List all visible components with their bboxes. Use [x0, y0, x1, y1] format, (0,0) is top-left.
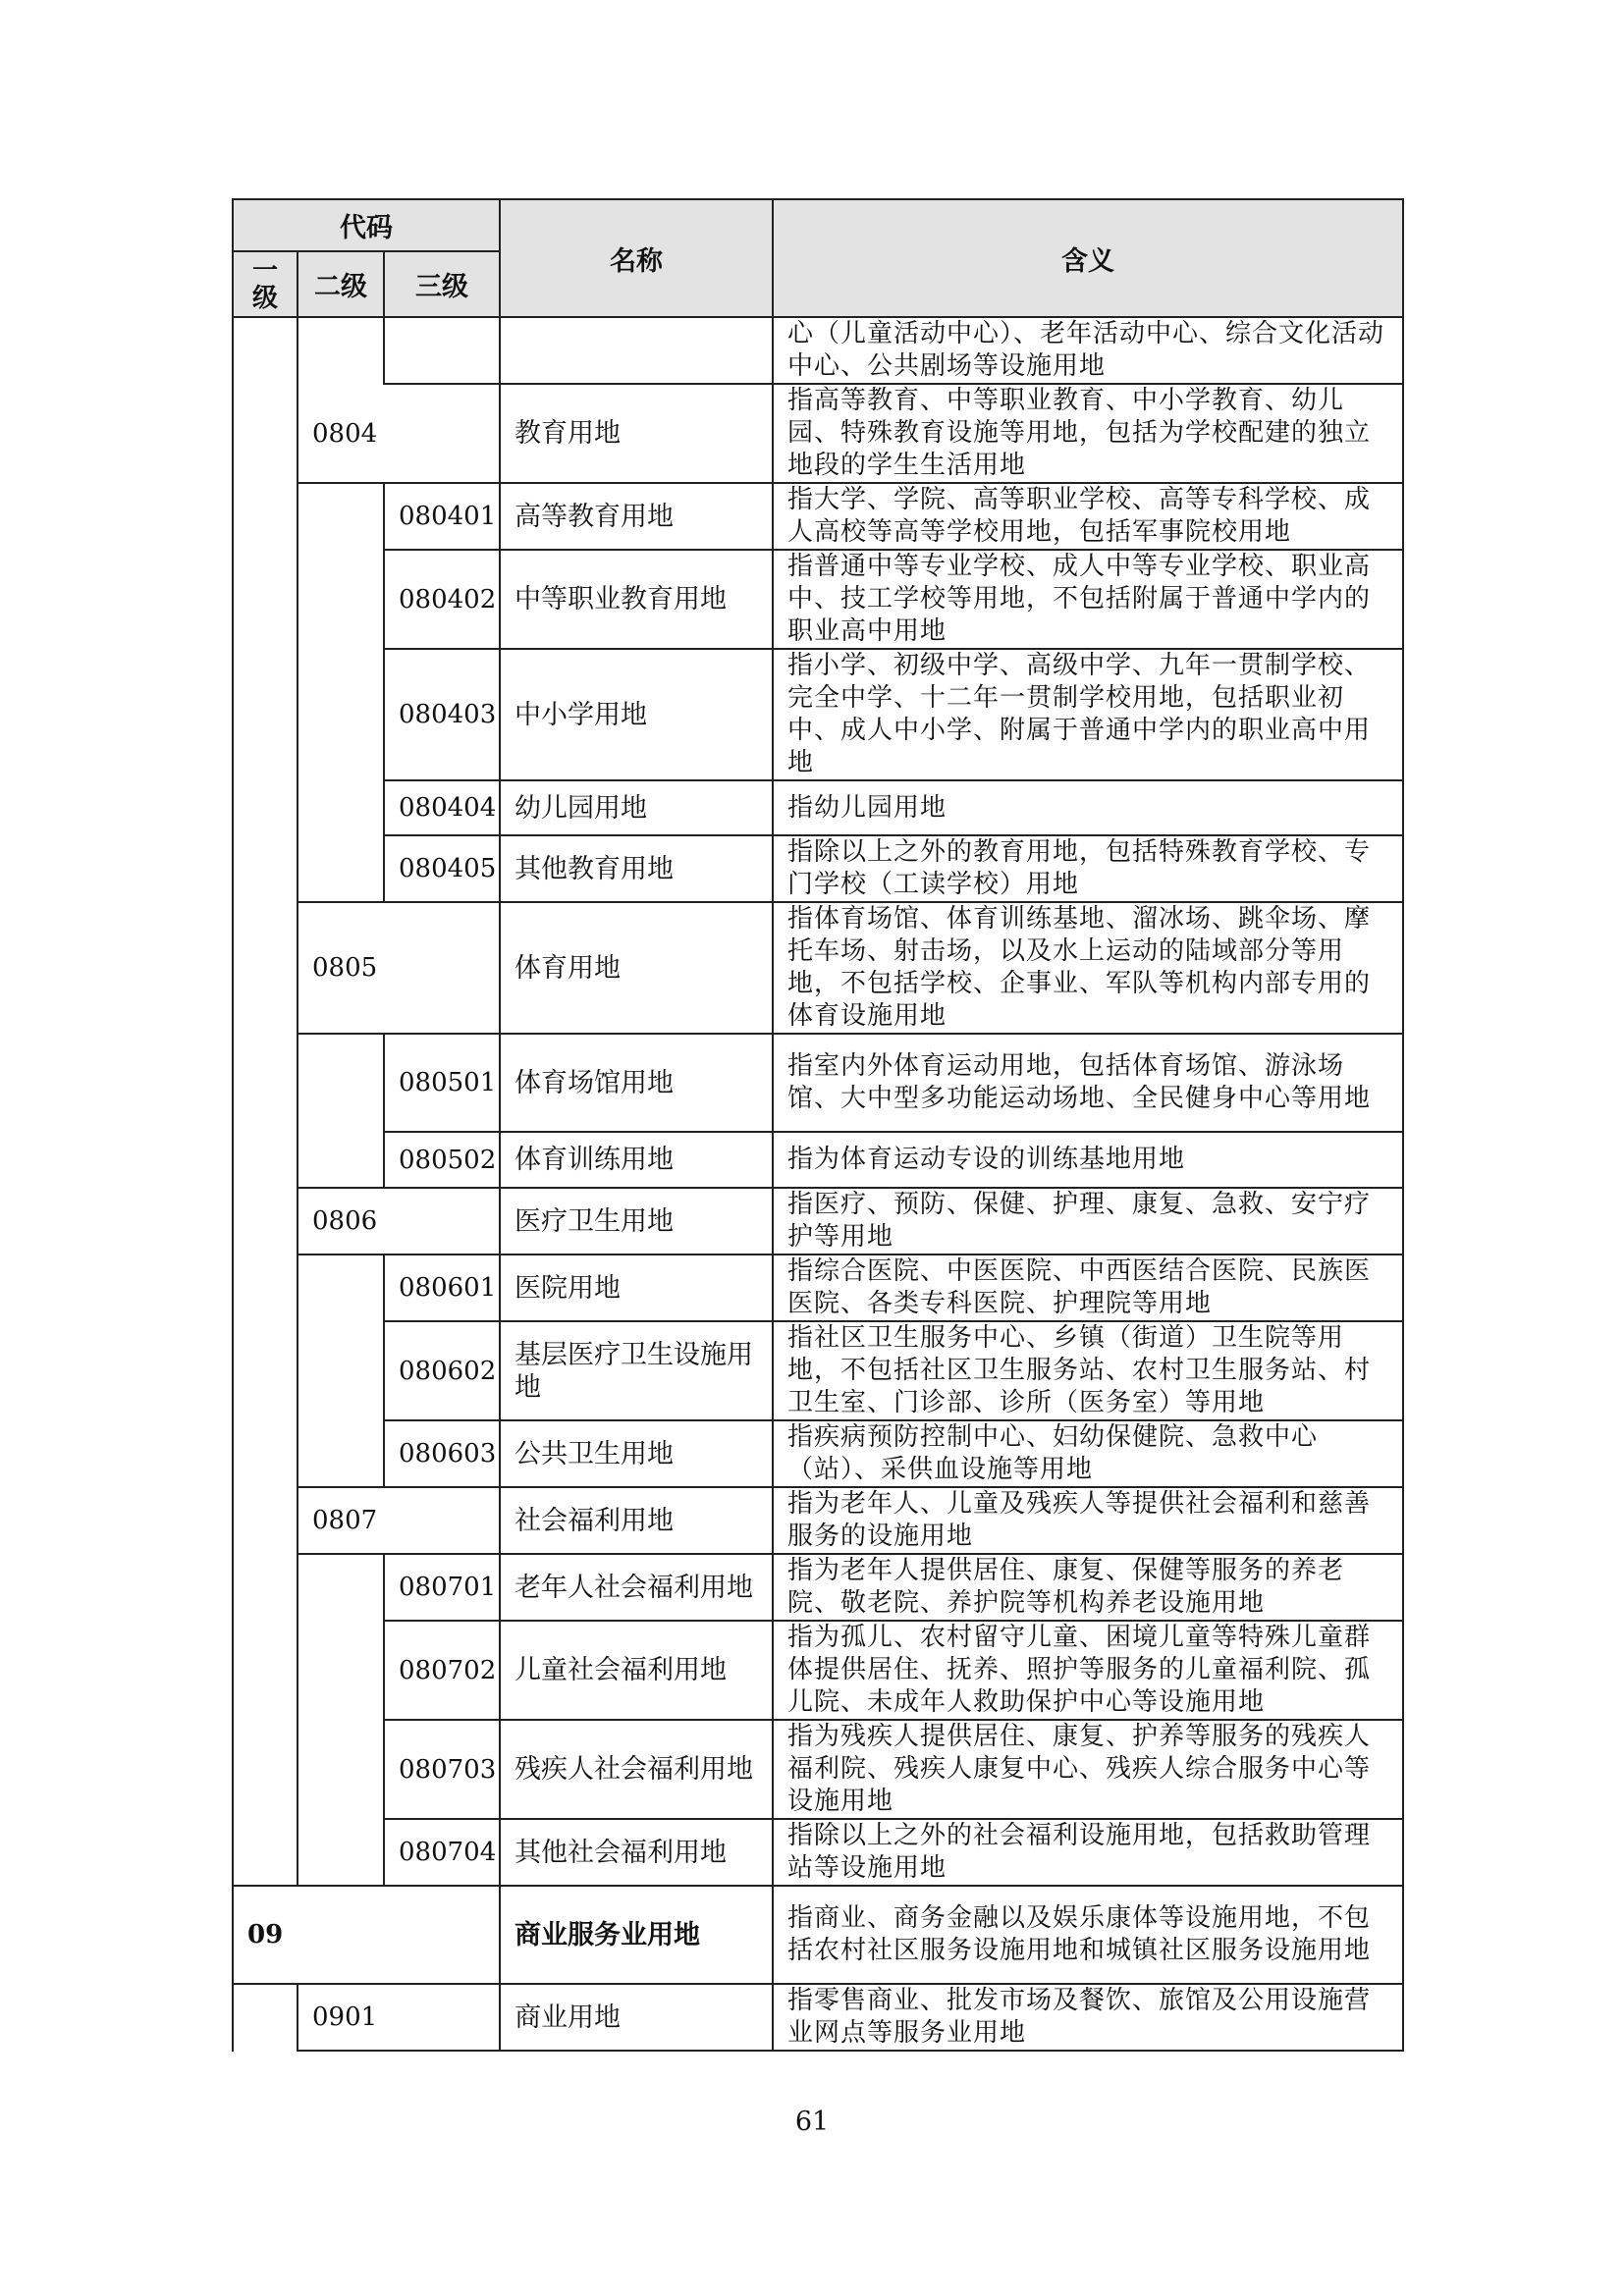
- name-cell: 体育场馆用地: [500, 1034, 773, 1132]
- name-cell: 其他社会福利用地: [500, 1819, 773, 1886]
- table-row: [233, 1321, 1403, 1420]
- table-row: [233, 1819, 1403, 1886]
- name-cell: 幼儿园用地: [500, 780, 773, 835]
- meaning-cell: 指社区卫生服务中心、乡镇（街道）卫生院等用地，不包括社区卫生服务站、农村卫生服务站、村卫生室、门诊部、诊所（医务室）等用地: [773, 1321, 1403, 1420]
- table-row: [233, 649, 1403, 780]
- level1-cell: [233, 1255, 298, 1321]
- level1-cell: [233, 1487, 298, 1554]
- level3-code: 080403: [384, 649, 500, 780]
- level2-cell: [298, 1034, 384, 1132]
- header-level1: 一级: [233, 251, 298, 317]
- level1-cell: [233, 483, 298, 550]
- table-row-continued: [233, 317, 1403, 384]
- level2-code: 0807: [298, 1487, 500, 1554]
- level1-cell: [233, 1188, 298, 1255]
- meaning-cell: 指室内外体育运动用地，包括体育场馆、游泳场馆、大中型多功能运动场地、全民健身中心等用地: [773, 1034, 1403, 1132]
- level1-cell: [233, 1984, 298, 2051]
- meaning-cell: 指商业、商务金融以及娱乐康体等设施用地，不包括农村社区服务设施用地和城镇社区服务设施用地: [773, 1886, 1403, 1984]
- name-cell: 体育用地: [500, 902, 773, 1034]
- meaning-cell: 指医疗、预防、保健、护理、康复、急救、安宁疗护等用地: [773, 1188, 1403, 1255]
- table-row: [233, 1621, 1403, 1720]
- meaning-cell: 指除以上之外的社会福利设施用地，包括救助管理站等设施用地: [773, 1819, 1403, 1886]
- table-row: [233, 780, 1403, 835]
- meaning-cell: 指为体育运动专设的训练基地用地: [773, 1132, 1403, 1188]
- level1-cell: [233, 780, 298, 835]
- table-row: [233, 1188, 1403, 1255]
- name-cell: 中小学用地: [500, 649, 773, 780]
- land-use-classification-table: [232, 198, 1404, 2052]
- level2-cell: [298, 780, 384, 835]
- level1-cell: [233, 902, 298, 1034]
- table-row: [233, 1420, 1403, 1487]
- level2-code: 0806: [298, 1188, 500, 1255]
- level3-code: 080704: [384, 1819, 500, 1886]
- header-level3: 三级: [384, 251, 500, 317]
- level3-code: 080702: [384, 1621, 500, 1720]
- header-name: 名称: [500, 199, 773, 317]
- table-row: [233, 1255, 1403, 1321]
- level1-cell: [233, 1420, 298, 1487]
- level2-cell: [298, 649, 384, 780]
- table-row: [233, 1554, 1403, 1621]
- level2-cell: [298, 550, 384, 649]
- name-cell: [500, 317, 773, 384]
- table-row: [233, 902, 1403, 1034]
- level2-cell: [298, 835, 384, 902]
- level3-code: 080703: [384, 1720, 500, 1819]
- table-row: [233, 1886, 1403, 1984]
- level1-cell: [233, 1819, 298, 1886]
- level3-code: 080402: [384, 550, 500, 649]
- name-cell: 中等职业教育用地: [500, 550, 773, 649]
- level1-cell: [233, 550, 298, 649]
- level2-cell: [298, 1720, 384, 1819]
- table-row: [233, 1984, 1403, 2051]
- name-cell: 其他教育用地: [500, 835, 773, 902]
- name-cell: 儿童社会福利用地: [500, 1621, 773, 1720]
- table-row: [233, 384, 1403, 483]
- name-cell: 老年人社会福利用地: [500, 1554, 773, 1621]
- level1-cell: [233, 1720, 298, 1819]
- meaning-cell: 指综合医院、中医医院、中西医结合医院、民族医医院、各类专科医院、护理院等用地: [773, 1255, 1403, 1321]
- level1-cell: [233, 835, 298, 902]
- level1-cell: [233, 1034, 298, 1132]
- level1-cell: [233, 1132, 298, 1188]
- name-cell: 商业服务业用地: [500, 1886, 773, 1984]
- name-cell: 残疾人社会福利用地: [500, 1720, 773, 1819]
- meaning-cell: 指小学、初级中学、高级中学、九年一贯制学校、完全中学、十二年一贯制学校用地，包括职业初中、成人中小学、附属于普通中学内的职业高中用地: [773, 649, 1403, 780]
- meaning-cell: 指幼儿园用地: [773, 780, 1403, 835]
- level1-cell: [233, 317, 298, 384]
- table-row: [233, 835, 1403, 902]
- table-row: [233, 1720, 1403, 1819]
- level1-cell: [233, 384, 298, 483]
- level3-cell: [384, 317, 500, 384]
- level1-cell: [233, 1621, 298, 1720]
- header-meaning: 含义: [773, 199, 1403, 317]
- level2-code: 0804: [298, 384, 500, 483]
- meaning-cell: 指高等教育、中等职业教育、中小学教育、幼儿园、特殊教育设施等用地，包括为学校配建的独立地段的学生生活用地: [773, 384, 1403, 483]
- level1-cell: [233, 1554, 298, 1621]
- table-row: [233, 483, 1403, 550]
- level2-code: 0805: [298, 902, 500, 1034]
- level2-cell: [298, 1819, 384, 1886]
- name-cell: 公共卫生用地: [500, 1420, 773, 1487]
- level3-code: 080501: [384, 1034, 500, 1132]
- level1-cell: [233, 649, 298, 780]
- meaning-cell: 指为孤儿、农村留守儿童、困境儿童等特殊儿童群体提供居住、抚养、照护等服务的儿童福利院、孤儿院、未成年人救助保护中心等设施用地: [773, 1621, 1403, 1720]
- name-cell: 商业用地: [500, 1984, 773, 2051]
- level3-code: 080405: [384, 835, 500, 902]
- level3-code: 080401: [384, 483, 500, 550]
- table-header: [233, 199, 1403, 317]
- level3-code: 080603: [384, 1420, 500, 1487]
- name-cell: 教育用地: [500, 384, 773, 483]
- name-cell: 体育训练用地: [500, 1132, 773, 1188]
- level2-cell: [298, 317, 384, 384]
- table-row: [233, 1034, 1403, 1132]
- level2-code: 0901: [298, 1984, 500, 2051]
- level2-cell: [298, 1420, 384, 1487]
- level3-code: 080602: [384, 1321, 500, 1420]
- level2-cell: [298, 1255, 384, 1321]
- meaning-cell: 指普通中等专业学校、成人中等专业学校、职业高中、技工学校等用地，不包括附属于普通中学内的职业高中用地: [773, 550, 1403, 649]
- meaning-cell: 指大学、学院、高等职业学校、高等专科学校、成人高校等高等学校用地，包括军事院校用地: [773, 483, 1403, 550]
- table-row: [233, 1487, 1403, 1554]
- level3-code: 080601: [384, 1255, 500, 1321]
- meaning-cell: 指零售商业、批发市场及餐饮、旅馆及公用设施营业网点等服务业用地: [773, 1984, 1403, 2051]
- meaning-cell: 指为残疾人提供居住、康复、护养等服务的残疾人福利院、残疾人康复中心、残疾人综合服务中心等设施用地: [773, 1720, 1403, 1819]
- level2-cell: [298, 1621, 384, 1720]
- level2-cell: [298, 1321, 384, 1420]
- level1-code: 09: [233, 1886, 500, 1984]
- meaning-cell: 指为老年人、儿童及残疾人等提供社会福利和慈善服务的设施用地: [773, 1487, 1403, 1554]
- name-cell: 医疗卫生用地: [500, 1188, 773, 1255]
- table-row: [233, 550, 1403, 649]
- level3-code: 080404: [384, 780, 500, 835]
- level2-cell: [298, 1554, 384, 1621]
- level3-code: 080701: [384, 1554, 500, 1621]
- page-number: 61: [794, 2107, 830, 2137]
- meaning-cell: 指体育场馆、体育训练基地、溜冰场、跳伞场、摩托车场、射击场，以及水上运动的陆域部分等用地，不包括学校、企事业、军队等机构内部专用的体育设施用地: [773, 902, 1403, 1034]
- meaning-cell: 指疾病预防控制中心、妇幼保健院、急救中心（站）、采供血设施等用地: [773, 1420, 1403, 1487]
- level1-cell: [233, 1321, 298, 1420]
- meaning-cell: 心（儿童活动中心）、老年活动中心、综合文化活动中心、公共剧场等设施用地: [773, 317, 1403, 384]
- level3-code: 080502: [384, 1132, 500, 1188]
- level2-cell: [298, 1132, 384, 1188]
- meaning-cell: 指除以上之外的教育用地，包括特殊教育学校、专门学校（工读学校）用地: [773, 835, 1403, 902]
- table-row: [233, 1132, 1403, 1188]
- level2-cell: [298, 483, 384, 550]
- name-cell: 医院用地: [500, 1255, 773, 1321]
- name-cell: 社会福利用地: [500, 1487, 773, 1554]
- name-cell: 高等教育用地: [500, 483, 773, 550]
- header-code: 代码: [233, 199, 500, 251]
- name-cell: 基层医疗卫生设施用地: [500, 1321, 773, 1420]
- header-level2: 二级: [298, 251, 384, 317]
- meaning-cell: 指为老年人提供居住、康复、保健等服务的养老院、敬老院、养护院等机构养老设施用地: [773, 1554, 1403, 1621]
